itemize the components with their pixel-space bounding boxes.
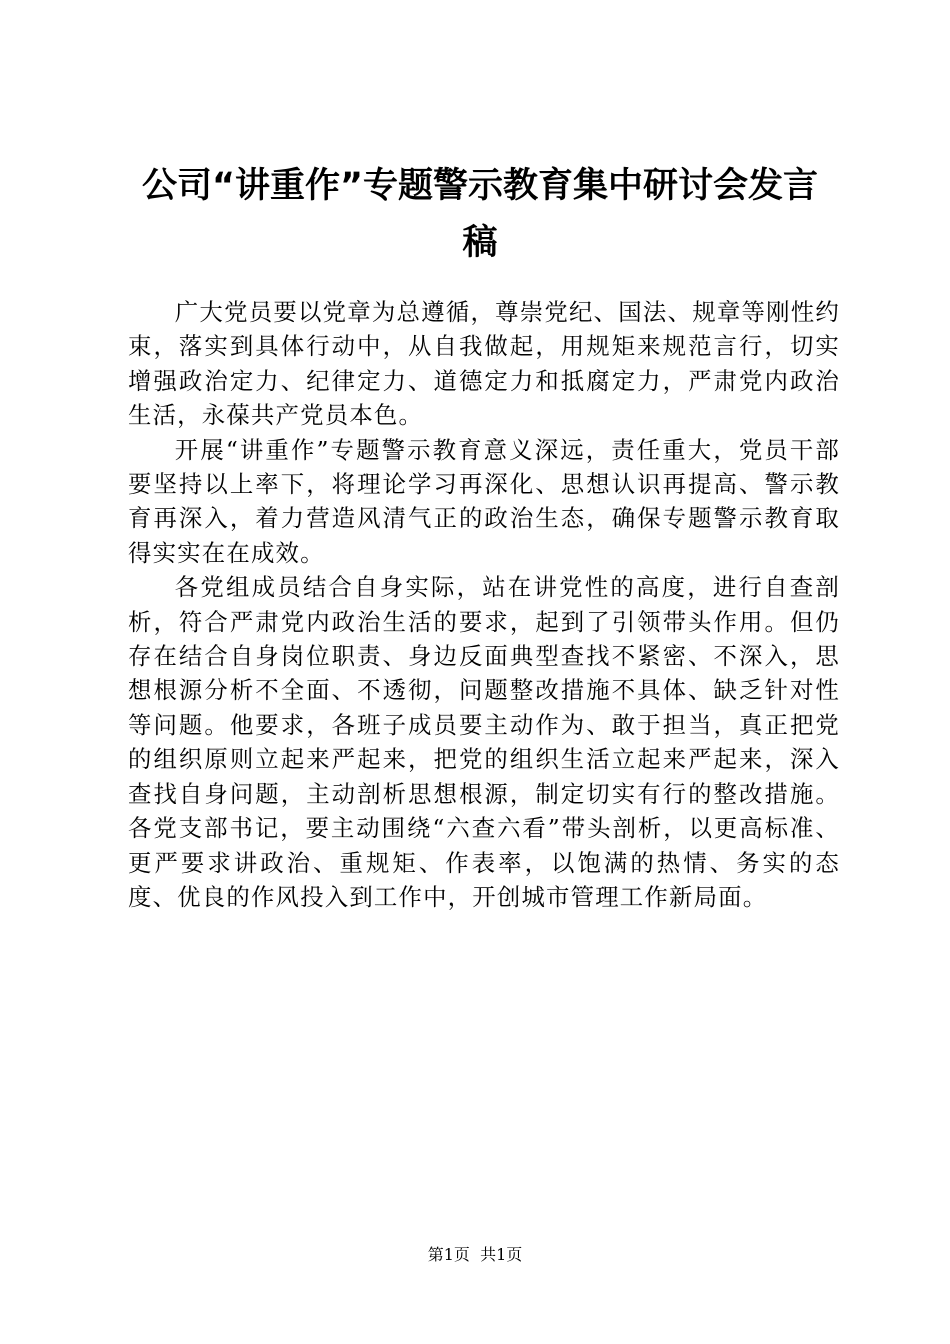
title-line-2: 稿 bbox=[462, 223, 498, 263]
paragraph-1: 广大党员要以党章为总遵循，尊崇党纪、国法、规章等刚性约束，落实到具体行动中，从自我做起，用规矩来规范言行，切实增强政治定力、纪律定力、道德定力和抵腐定力，严肃党内政治生活，永葆共产党员本色。 bbox=[128, 298, 840, 430]
document-body bbox=[128, 295, 840, 914]
paragraph-3: 各党组成员结合自身实际，站在讲党性的高度，进行自查剖析，符合严肃党内政治生活的要求，起到了引领带头作用。但仍存在结合自身岗位职责、身边反面典型查找不紧密、不深入，思想根源分析不全面、不透彻，问题整改措施不具体、缺乏针对性等问题。他要求，各班子成员要主动作为、敢于担当，真正把党的组织原则立起来严起来，把党的组织生活立起来严起来，深入查找自身问题，主动剖析思想根源，制定切实有行的整改措施。各党支部书记，要主动围绕“六查六看”带头剖析，以更高标准、更严要求讲政治、重规矩、作表率，以饱满的热情、务实的态度、优良的作风投入到工作中，开创城市管理工作新局面。 bbox=[128, 573, 840, 911]
paragraph-2: 开展“讲重作”专题警示教育意义深远，责任重大，党员干部要坚持以上率下，将理论学习再深化、思想认识再提高、警示教育再深入，着力营造风清气正的政治生态，确保专题警示教育取得实实在在成效。 bbox=[128, 435, 840, 567]
page-footer bbox=[0, 1244, 950, 1266]
title-line-1: 公司“讲重作”专题警示教育集中研讨会发言 bbox=[141, 166, 818, 206]
document-title bbox=[120, 158, 840, 272]
page-number: 第1页 共1页 bbox=[427, 1245, 523, 1264]
